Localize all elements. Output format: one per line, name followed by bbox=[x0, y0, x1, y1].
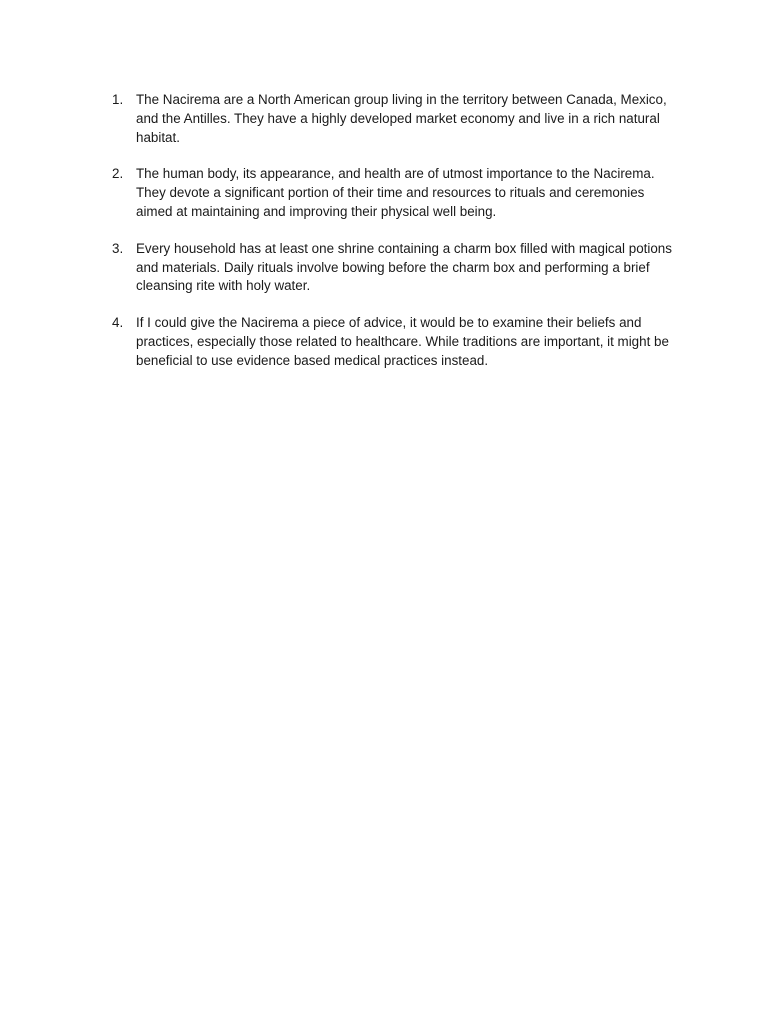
list-item-text: If I could give the Nacirema a piece of advice, it would be to examine their beliefs and practices, especially those related to healthcare. While traditions are important, it might be beneficial to use evidence based medical practices instead. bbox=[136, 315, 669, 368]
list-item-text: The human body, its appearance, and health are of utmost importance to the Nacirema. They devote a significant portion of their time and resources to rituals and ceremonies aimed at maintaining and improving their physical well being. bbox=[136, 166, 655, 219]
list-item-text: The Nacirema are a North American group living in the territory between Canada, Mexico, and the Antilles. They have a highly developed market economy and live in a rich natural habitat. bbox=[136, 92, 667, 145]
list-item bbox=[110, 314, 675, 370]
list-item bbox=[110, 91, 675, 147]
list-item-number: 2. bbox=[112, 166, 124, 182]
list-item-number: 3. bbox=[112, 240, 124, 256]
list-item-number: 1. bbox=[112, 92, 124, 107]
list-item bbox=[110, 165, 675, 221]
numbered-list bbox=[110, 91, 675, 389]
list-item-text: Every household has at least one shrine containing a charm box filled with magical potions and materials. Daily rituals involve bowing before the charm box and performing a brief cleansing rite with holy water. bbox=[136, 240, 672, 294]
list-item-number: 4. bbox=[112, 315, 124, 331]
list-item bbox=[110, 240, 675, 296]
